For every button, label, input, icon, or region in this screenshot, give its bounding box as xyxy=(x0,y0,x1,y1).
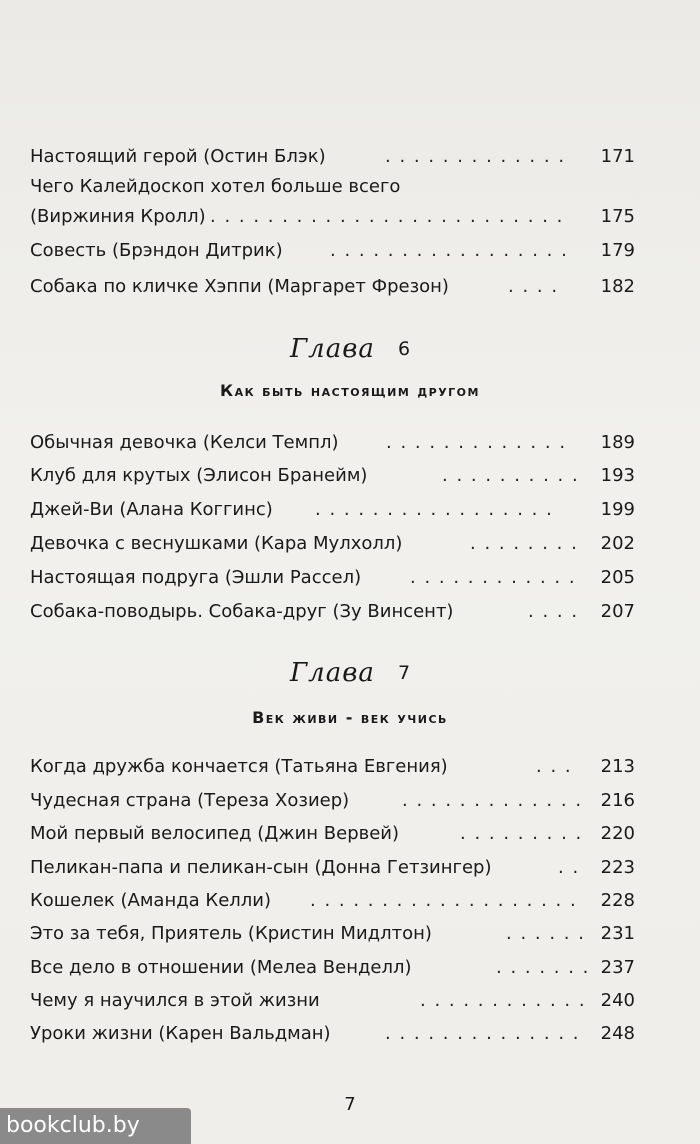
toc-entry xyxy=(30,272,635,302)
dot-leader: . . . . . . . . . . . . . xyxy=(385,146,566,167)
dot-leader: . . . . . . . . . . . . . . . . . xyxy=(315,499,554,520)
toc-entry-title: Клуб для крутых (Элисон Бранейм) xyxy=(30,465,368,486)
toc-entry-title: Кошелек (Аманда Келли) xyxy=(30,890,272,911)
toc-entry-title-line2: (Виржиния Кролл) xyxy=(30,206,206,227)
toc-entry-page: 220 xyxy=(600,823,635,844)
page-number: 7 xyxy=(344,1094,356,1115)
toc-entry-page: 228 xyxy=(600,890,635,911)
toc-entry xyxy=(30,953,635,983)
dot-leader: . . . . . . . . . . . . . . . . . . . xyxy=(310,890,578,911)
toc-entry-page: 182 xyxy=(600,276,635,297)
toc-entry xyxy=(30,563,635,593)
toc-entry-page: 199 xyxy=(600,499,635,520)
chapter-word: Глава xyxy=(289,334,375,364)
chapter-title: Век живи - век учись xyxy=(252,708,448,727)
dot-leader: . . . . . . . . . . . . . xyxy=(386,432,567,453)
toc-entry-title: Девочка с веснушками (Кара Мулхолл) xyxy=(30,533,403,554)
dot-leader: . . xyxy=(558,857,580,878)
toc-entry xyxy=(30,819,635,849)
toc-entry-page: 175 xyxy=(600,206,635,227)
toc-entry-title: Когда дружба кончается (Татьяна Евгения) xyxy=(30,756,448,777)
toc-entry xyxy=(30,853,635,883)
toc-entry xyxy=(30,428,635,458)
dot-leader: . . . . . . . . . xyxy=(460,823,583,844)
dot-leader: . . . . . . xyxy=(506,923,586,944)
toc-entry xyxy=(30,142,635,172)
chapter-title: Как быть настоящим другом xyxy=(220,381,480,400)
toc-entry-page: 193 xyxy=(600,465,635,486)
toc-entry-page: 213 xyxy=(600,756,635,777)
dot-leader: . . . . . . . . . . . . . . xyxy=(385,1023,580,1044)
toc-entry-page: 207 xyxy=(600,601,635,622)
toc-entry-title: Все дело в отношении (Мелеа Венделл) xyxy=(30,957,412,978)
toc-entry-page: 231 xyxy=(600,923,635,944)
dot-leader: . . . . . . . . xyxy=(470,533,579,554)
toc-entry-page: 240 xyxy=(600,990,635,1011)
toc-entry xyxy=(30,752,635,782)
chapter-heading xyxy=(0,658,700,688)
toc-entry-title: Собака по кличке Хэппи (Маргарет Фрезон) xyxy=(30,276,449,297)
toc-entry-title: Обычная девочка (Келси Темпл) xyxy=(30,432,339,453)
toc-entry-page: 223 xyxy=(600,857,635,878)
toc-entry xyxy=(30,495,635,525)
toc-entry-page: 179 xyxy=(600,240,635,261)
chapter-word: Глава xyxy=(289,658,375,688)
chapter-heading xyxy=(0,334,700,364)
toc-entry-title: Мой первый велосипед (Джин Вервей) xyxy=(30,823,400,844)
toc-entry-title: Чего Калейдоскоп хотел больше всего xyxy=(30,176,401,197)
toc-entry xyxy=(30,236,635,266)
dot-leader: . . . . . . . . . . . . . xyxy=(402,790,583,811)
toc-entry-page: 248 xyxy=(600,1023,635,1044)
toc-entry-title: Чудесная страна (Тереза Хозиер) xyxy=(30,790,350,811)
site-watermark: bookclub.by xyxy=(0,1108,191,1144)
dot-leader: . . . . . . . . . . . . xyxy=(420,990,587,1011)
toc-entry-page: 205 xyxy=(600,567,635,588)
toc-entry-title: Пеликан-папа и пеликан-сын (Донна Гетзингер) xyxy=(30,857,492,878)
toc-entry xyxy=(30,886,635,916)
dot-leader: . . . . xyxy=(508,276,559,297)
toc-entry-title: Уроки жизни (Карен Вальдман) xyxy=(30,1023,331,1044)
dot-leader: . . . . xyxy=(528,601,579,622)
toc-entry-title: Чему я научился в этой жизни xyxy=(30,990,320,1011)
toc-entry xyxy=(30,919,635,949)
toc-entry-page: 202 xyxy=(600,533,635,554)
toc-entry-title: Настоящая подруга (Эшли Рассел) xyxy=(30,567,362,588)
toc-entry-page: 237 xyxy=(600,957,635,978)
toc-entry-title: Собака-поводырь. Собака-друг (Зу Винсент) xyxy=(30,601,454,622)
dot-leader: . . . . . . . . . . . . . . . . . . . . . . . . . xyxy=(210,206,564,227)
toc-entry-title: Джей-Ви (Алана Коггинс) xyxy=(30,499,273,520)
dot-leader: . . . . . . . . . . xyxy=(442,465,580,486)
toc-entry-title: Это за тебя, Приятель (Кристин Мидлтон) xyxy=(30,923,432,944)
toc-entry xyxy=(30,529,635,559)
dot-leader: . . . . . . . . . . . . xyxy=(410,567,577,588)
toc-entry-page: 216 xyxy=(600,790,635,811)
toc-entry-page: 189 xyxy=(600,432,635,453)
toc-entry xyxy=(30,786,635,816)
toc-entry xyxy=(30,172,635,232)
toc-entry xyxy=(30,597,635,627)
toc-entry xyxy=(30,986,635,1016)
toc-entry xyxy=(30,1019,635,1049)
toc-entry xyxy=(30,461,635,491)
toc-entry-title: Настоящий герой (Остин Блэк) xyxy=(30,146,326,167)
dot-leader: . . . xyxy=(536,756,573,777)
toc-entry-page: 171 xyxy=(600,146,635,167)
dot-leader: . . . . . . . xyxy=(496,957,590,978)
chapter-number: 6 xyxy=(397,338,411,360)
dot-leader: . . . . . . . . . . . . . . . . . xyxy=(330,240,569,261)
chapter-number: 7 xyxy=(397,662,411,684)
toc-entry-title: Совесть (Брэндон Дитрик) xyxy=(30,240,283,261)
